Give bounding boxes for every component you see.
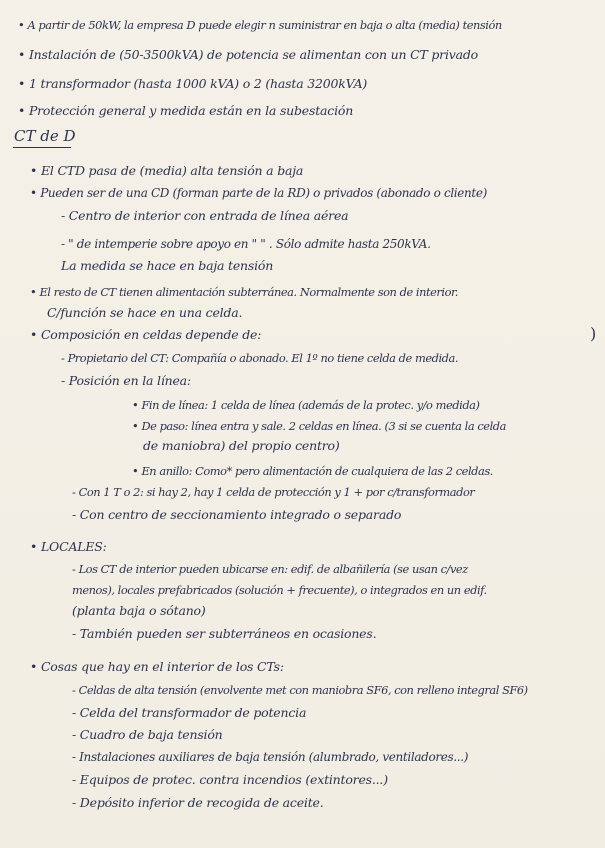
note-line: - " de intemperie sobre apoyo en " " . Sólo admite hasta 250kVA. [61, 237, 431, 251]
note-line: - Los CT de interior pueden ubicarse en: edif. de albañilería (se usan c/vez [72, 562, 468, 576]
note-line: • Fin de línea: 1 celda de línea (además de la protec. y/o medida) [132, 398, 480, 412]
note-line: • Protección general y medida están en la subestación [18, 103, 354, 118]
note-line: - Celda del transformador de potencia [72, 705, 307, 720]
margin-mark: ) [590, 324, 597, 343]
note-line: • 1 transformador (hasta 1000 kVA) o 2 (hasta 3200kVA) [18, 76, 368, 91]
note-line: • En anillo: Como* pero alimentación de cualquiera de las 2 celdas. [132, 464, 493, 478]
note-line: • A partir de 50kW, la empresa D puede elegir n suministrar en baja o alta (media) tensión [18, 18, 502, 32]
note-line: - Equipos de protec. contra incendios (extintores...) [72, 772, 388, 787]
note-line: • El CTD pasa de (media) alta tensión a baja [30, 163, 304, 178]
note-line: - Depósito inferior de recogida de aceite. [72, 795, 324, 810]
note-line: - También pueden ser subterráneos en ocasiones. [72, 626, 377, 641]
note-line: • Pueden ser de una CD (forman parte de la RD) o privados (abonado o cliente) [30, 186, 487, 200]
title-underline [13, 147, 71, 148]
note-line: de maniobra) del propio centro) [143, 438, 340, 453]
note-line: menos), locales prefabricados (solución + frecuente), o integrados en un edif. [72, 583, 487, 597]
note-line: - Celdas de alta tensión (envolvente met con maniobra SF6, con relleno integral SF6) [72, 683, 528, 697]
note-line: • De paso: línea entra y sale. 2 celdas en línea. (3 si se cuenta la celda [132, 419, 506, 433]
note-line: - Con centro de seccionamiento integrado o separado [72, 507, 402, 522]
note-line: C/función se hace en una celda. [47, 305, 243, 320]
note-line: • El resto de CT tienen alimentación subterránea. Normalmente son de interior. [30, 285, 458, 299]
note-line: La medida se hace en baja tensión [61, 258, 274, 273]
note-line: • Instalación de (50-3500kVA) de potencia se alimentan con un CT privado [18, 47, 478, 62]
note-line: - Centro de interior con entrada de línea aérea [61, 208, 349, 223]
note-line: - Posición en la línea: [61, 373, 191, 388]
note-line: - Instalaciones auxiliares de baja tensión (alumbrado, ventiladores...) [72, 750, 469, 764]
note-line: - Cuadro de baja tensión [72, 727, 223, 742]
note-line: • Cosas que hay en el interior de los CTs: [30, 659, 284, 674]
note-line: • Composición en celdas depende de: [30, 327, 262, 342]
note-line: • LOCALES: [30, 539, 107, 554]
note-line: - Con 1 T o 2: si hay 2, hay 1 celda de protección y 1 + por c/transformador [72, 485, 475, 499]
note-line: - Propietario del CT: Compañía o abonado. El 1º no tiene celda de medida. [61, 351, 459, 365]
note-line: (planta baja o sótano) [72, 603, 206, 618]
section-title: CT de D [14, 127, 76, 145]
